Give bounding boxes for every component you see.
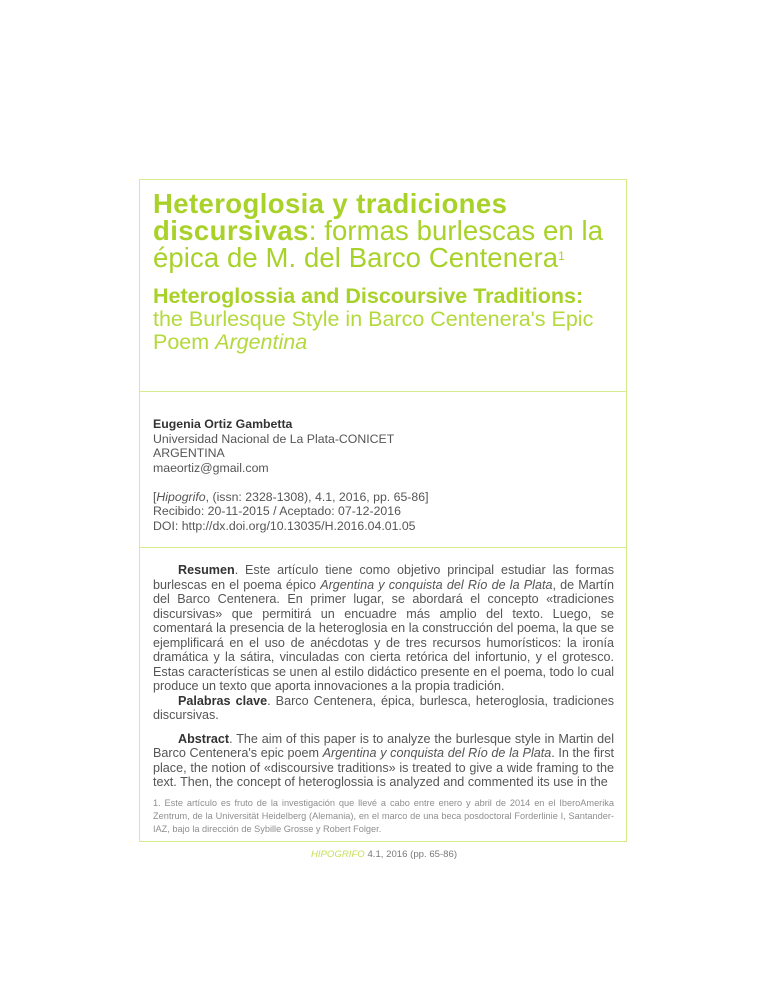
citation-journal: Hipogrifo — [156, 489, 206, 504]
author-meta-block — [140, 392, 626, 548]
keywords-label: Palabras clave — [178, 693, 268, 708]
resumen-paragraph — [153, 563, 614, 694]
keywords-text: . Barco Centenera, épica, burlesca, heteroglosia, tradiciones discursivas. — [153, 693, 614, 722]
english-title — [153, 285, 614, 354]
running-footer — [0, 849, 768, 860]
keywords-paragraph — [153, 694, 614, 723]
received-accepted-dates: Recibido: 20-11-2015 / Aceptado: 07-12-2016 — [153, 504, 401, 519]
author-email[interactable]: maeortiz@gmail.com — [153, 460, 269, 475]
doi-link[interactable]: DOI: http://dx.doi.org/10.13035/H.2016.04.01.05 — [153, 519, 416, 534]
abstract-label: Abstract — [178, 731, 230, 746]
author-affiliation: Universidad Nacional de La Plata-CONICET — [153, 431, 395, 446]
footnote: 1. Este artículo es fruto de la investigación que llevé a cabo entre enero y abril de 2014 en el IberoAmerika Zentrum, de la Universität Heidelberg (Alemania), en el marco de una beca posdoctoral Forderlinie I, Santander-IAZ, bajo la dirección de Sybille Grosse y Robert Folger. — [153, 798, 614, 835]
english-title-italic: Argentina — [215, 330, 308, 354]
title-block — [140, 180, 626, 392]
resumen-text-1: . Este artículo tiene como objetivo principal estudiar las formas burlescas en el poema épico — [153, 563, 614, 592]
abstract-block — [140, 548, 626, 790]
spanish-title-bold: Heteroglosia y tradiciones discursivas — [153, 188, 508, 246]
author-country: ARGENTINA — [153, 446, 225, 461]
spanish-title — [153, 190, 614, 271]
abstract-text-1: . The aim of this paper is to analyze the burlesque style in Martin del Barco Centenera's epic poem — [153, 731, 614, 760]
spanish-title-rest: : formas burlescas en la épica de M. del Barco Centenera — [153, 215, 604, 273]
english-title-rest: the Burlesque Style in Barco Centenera's Epic Poem — [153, 307, 594, 354]
resumen-label: Resumen — [178, 563, 235, 577]
citation — [153, 490, 614, 505]
english-title-bold: Heteroglossia and Discoursive Traditions: — [153, 284, 584, 308]
abstract-text-2: . In the first place, the notion of «discoursive traditions» is treated to give a wide framing to the text. Then, the concept of heteroglossia is analyzed and commented its use in the — [153, 746, 615, 789]
spacer — [153, 475, 614, 490]
abstract-paragraph — [153, 732, 614, 790]
citation-rest: , (issn: 2328-1308), 4.1, 2016, pp. 65-86] — [205, 489, 429, 504]
resumen-italic-title: Argentina y conquista del Río de la Plata — [320, 577, 553, 592]
abstract-italic-title: Argentina y conquista del Río de la Plata — [322, 746, 552, 760]
footer-journal: HIPOGRIFO — [310, 849, 365, 860]
citation-open: [ — [153, 489, 157, 504]
resumen-text-2: , de Martín del Barco Centenera. En primer lugar, se abordará el concepto «tradiciones discursivas» que permitirá un encuadre más amplio del texto. Luego, se comentará la presencia de la heteroglosia en la construcción del poema, la que se ejemplificará en el uso de anécdotas y de tres recursos humorísticos: la ironía dramática y la sátira, vinculadas con cierta retórica del infortunio, y el grotesco. Estas características se unen al estilo didáctico presente en el poema, todo lo cual produce un texto que aporta innovaciones a la propia tradición. — [153, 577, 614, 693]
author-name: Eugenia Ortiz Gambetta — [153, 417, 293, 431]
footer-issue: 4.1, 2016 (pp. 65-86) — [364, 849, 458, 860]
article-frame — [139, 179, 627, 842]
footnote-mark[interactable]: 1 — [558, 249, 565, 263]
